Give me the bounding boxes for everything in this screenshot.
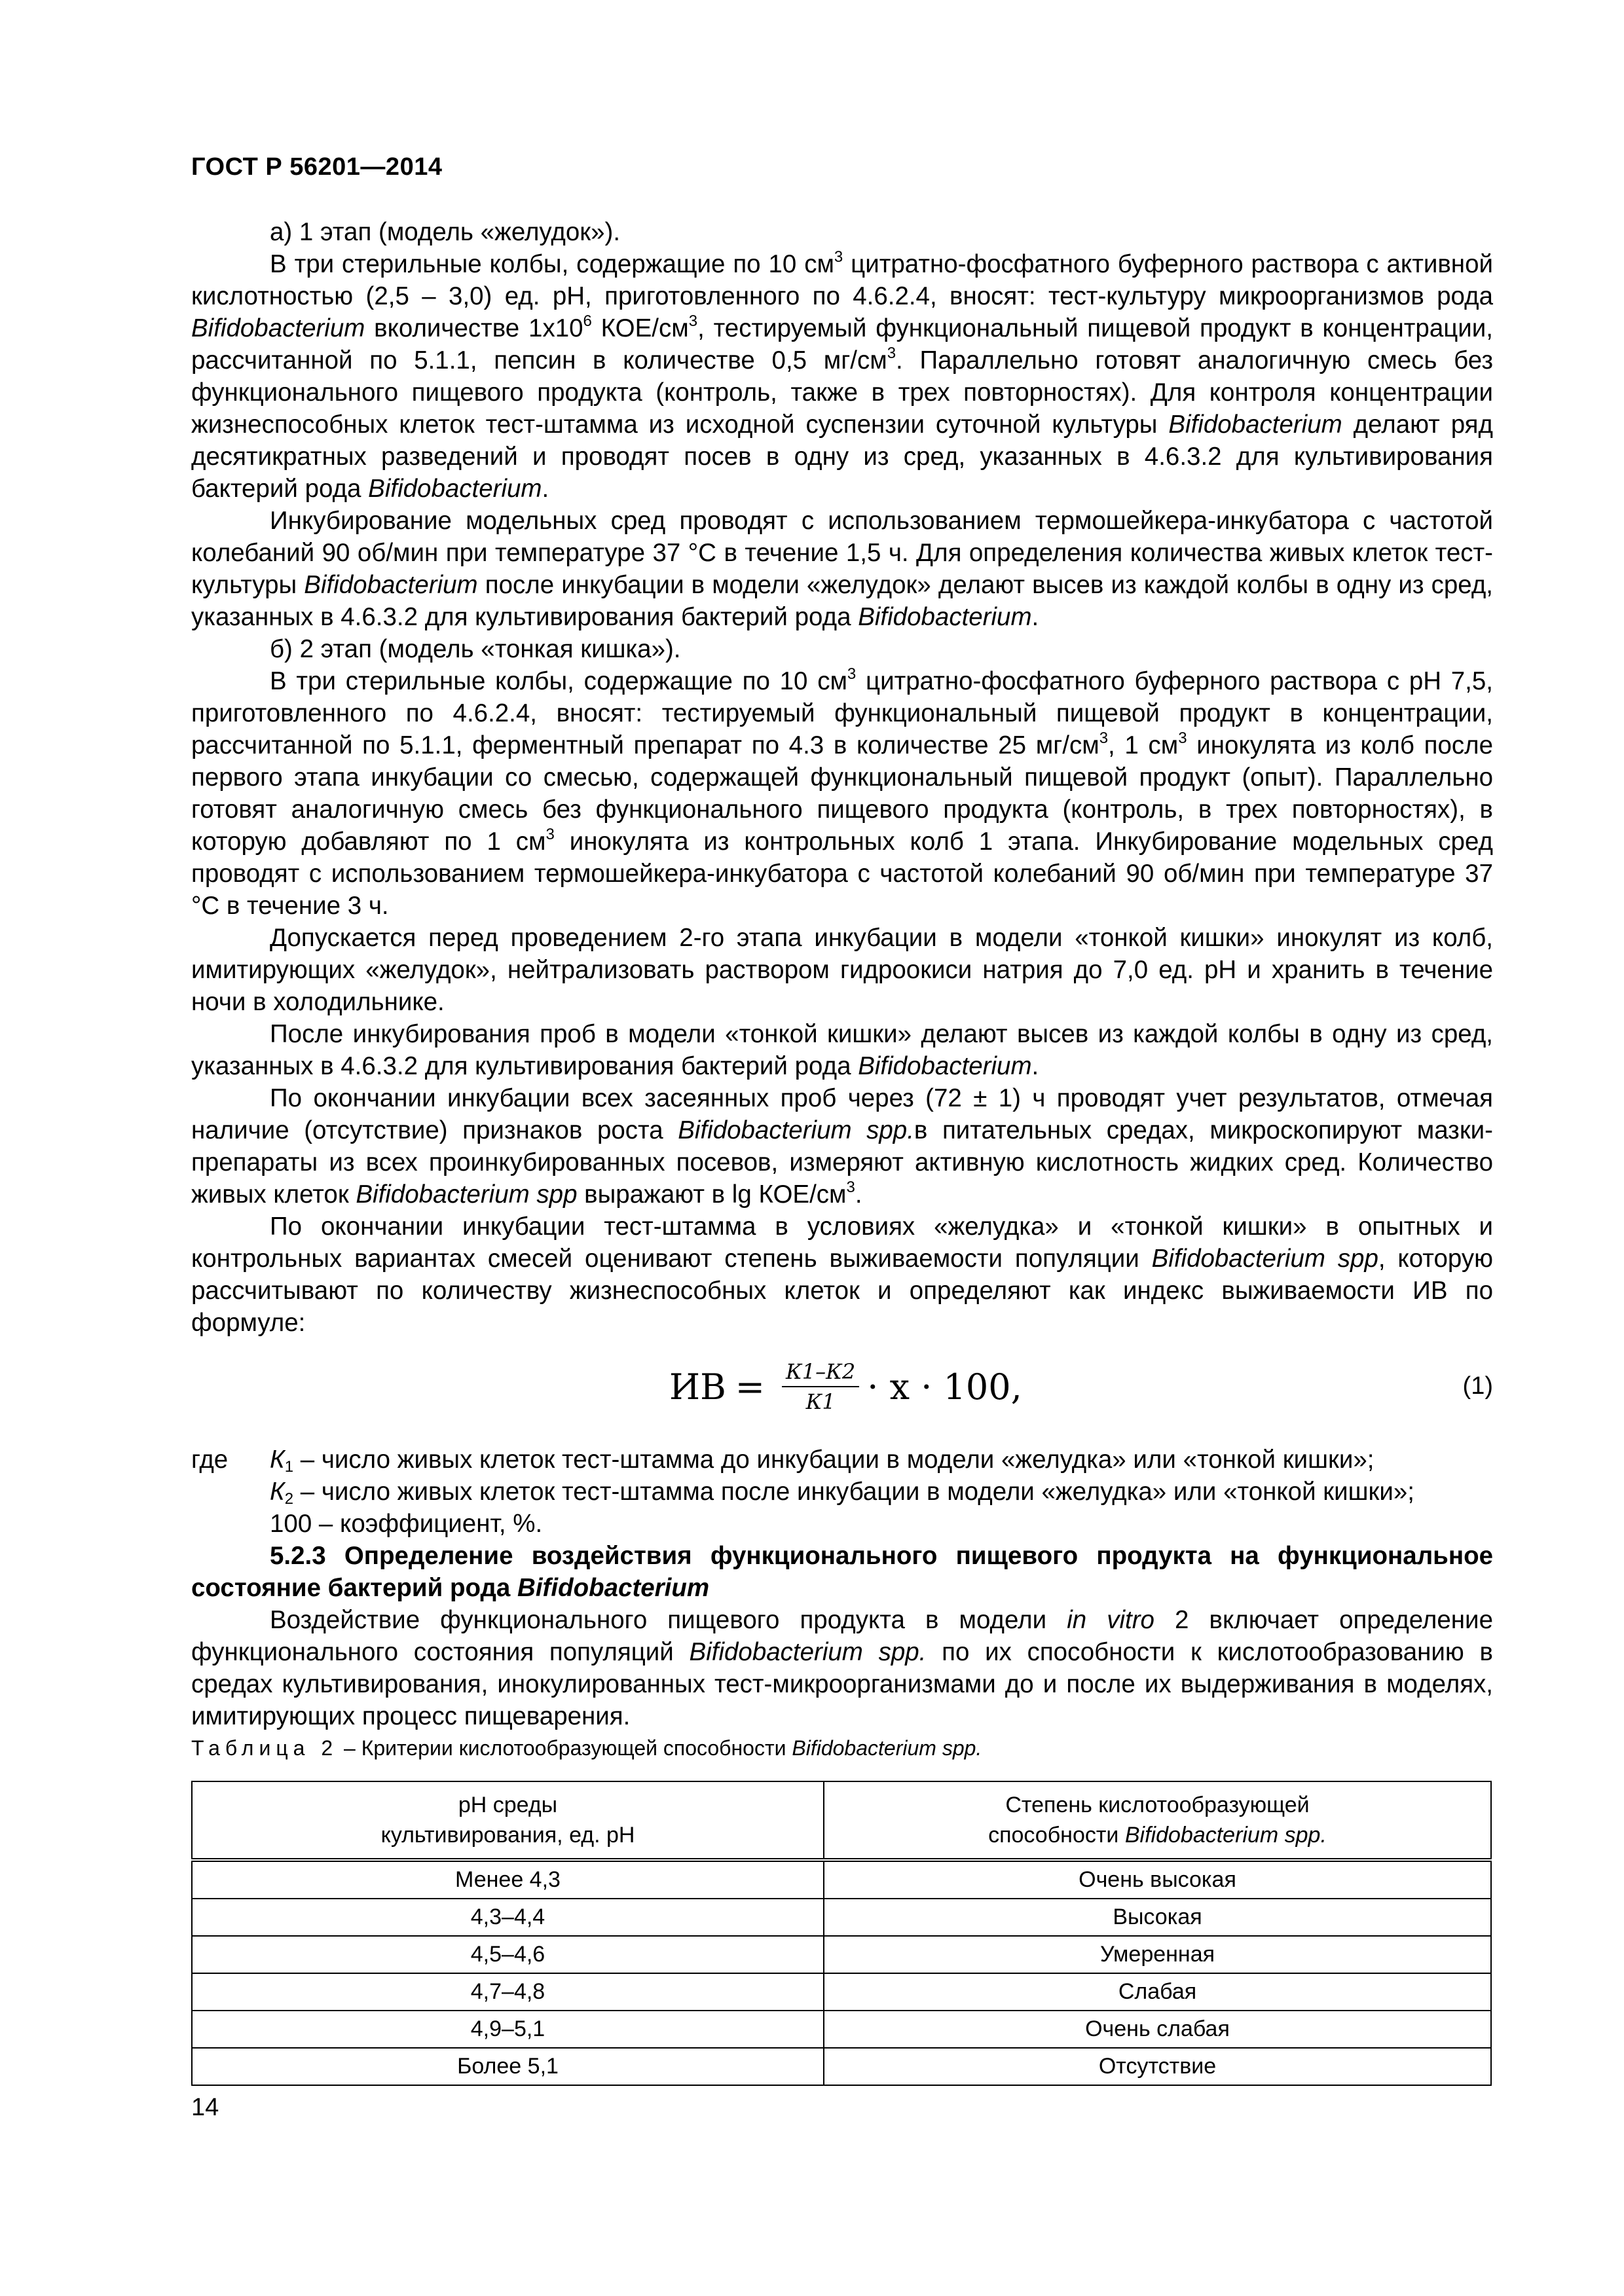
paragraph-stage-2: б) 2 этап (модель «тонкая кишка»).	[270, 635, 681, 663]
paragraph-stage-2-procedure: В три стерильные колбы, содержащие по 10 $см^3$ цитратно-фосфатного буферного раствора с рН 7,5, приготовленного по 4.6.2.4, вносят: тестируемый функциональный пищевой продукт в концентрации, рассчитанной по 5.1.1, ферментный препарат по 4.3 в количестве 25 $мг/см^3$, 1 $см^3$ инокулята из колб после первого этапа инкубации со смесью, содержащей функциональный пищевой продукт (опыт). Параллельно готовят аналогичную смесь без функционального пищевого продукта (контроль, в трех повторностях), в которую добавляют по 1 $см^3$ инокулята из контрольных колб 1 этапа. Инкубирование модельных сред проводят с использованием термошейкера-инкубатора с частотой колебаний 90 об/мин при температуре 37 °С в течение 3 ч.	[191, 665, 1493, 920]
where-k1: где $К_1$ – число живых клеток тест-штамма до инкубации в модели «желудка» или «тонкой кишки»;	[191, 1446, 1375, 1476]
table-row: 4,9–5,1 Очень слабая	[192, 2011, 1491, 2048]
where-k2: $К_2$ – число живых клеток тест-штамма после инкубации в модели «желудка» или «тонкой кишки»;	[270, 1478, 1414, 1508]
page-number: 14	[191, 2094, 219, 2121]
table-header-degree: Степень кислотообразующей способности Bifidobacterium spp.	[824, 1781, 1491, 1860]
formula-number: (1)	[1462, 1372, 1493, 1400]
paragraph-neutralization: Допускается перед проведением 2-го этапа инкубации в модели «тонкой кишки» инокулят из колб, имитирующих «желудок», нейтрализовать раствором гидроокиси натрия до 7,0 ед. рН и хранить в течение ночи в холодильнике.	[191, 924, 1493, 1016]
paragraph-incubation: Инкубирование модельных сред проводят с использованием термошейкера-инкубатора с частотой колебаний 90 об/мин при температуре 37 °С в течение 1,5 ч. Для определения количества живых клеток тест-культуры Bifidobacterium после инкубации в модели «желудок» делают высев из каждой колбы в одну из сред, указанных в 4.6.3.2 для культивирования бактерий рода Bifidobacterium.	[191, 507, 1493, 631]
formula-lhs: ИВ	[669, 1366, 726, 1408]
document-body	[191, 216, 1493, 1732]
document-header: ГОСТ Р 56201—2014	[191, 153, 443, 181]
table-caption: Таблица 2 – Критерии кислотообразующей способности Bifidobacterium spp.	[191, 1736, 982, 1760]
paragraph-after-incubation: После инкубирования проб в модели «тонкой кишки» делают высев из каждой колбы в одну из сред, указанных в 4.6.3.2 для культивирования бактерий рода Bifidobacterium.	[191, 1020, 1493, 1080]
paragraph-stage-1-procedure: В три стерильные колбы, содержащие по 10 $см^3$ цитратно-фосфатного буферного раствора с активной кислотностью (2,5 – 3,0) ед. рН, приготовленного по 4.6.2.4, вносят: тест-культуру микроорганизмов рода Bifidobacterium вколичестве $1х10^6$ КОЕ/$см^3$, тестируемый функциональный пищевой продукт в концентрации, рассчитанной по 5.1.1, пепсин в количестве 0,5 $мг/см^3$. Параллельно готовят аналогичную смесь без функционального пищевого продукта (контроль, также в трех повторностях). Для контроля концентрации жизнеспособных клеток тест-штамма из исходной суспензии суточной культуры Bifidobacterium делают ряд десятикратных разведений и проводят посев в одну из сред, указанных в 4.6.3.2 для культивирования бактерий рода Bifidobacterium.	[191, 248, 1493, 503]
formula-denominator: К1	[805, 1389, 836, 1414]
table-header-row	[192, 1781, 1491, 1860]
paragraph-results: По окончании инкубации всех засеянных проб через (72 ± 1) ч проводят учет результатов, отмечая наличие (отсутствие) признаков роста Bifidobacterium spp.в питательных средах, микроскопируют мазки-препараты из всех проинкубированных посевов, измеряют активную кислотность жидких сред. Количество живых клеток Bifidobacterium spp выражают в lg КОЕ/$см^3$.	[191, 1084, 1493, 1209]
formula-numerator: К1–К2	[782, 1360, 859, 1387]
formula-tail: · x · 100,	[867, 1366, 1022, 1408]
table-row: 4,7–4,8 Слабая	[192, 1973, 1491, 2011]
criteria-table	[191, 1781, 1492, 2086]
formula-block	[191, 1344, 1493, 1428]
paragraph-acid-formation: Воздействие функционального пищевого продукта в модели in vitro 2 включает определение функционального состояния популяций Bifidobacterium spp. по их способности к кислотообразованию в средах культивирования, инокулированных тест-микроорганизмами до и после их выдерживания в моделях, имитирующих процесс пищеварения.	[191, 1606, 1493, 1730]
table-row: Более 5,1 Отсутствие	[192, 2048, 1491, 2085]
paragraph-stage-1: а) 1 этап (модель «желудок»).	[270, 218, 621, 246]
formula-equals: =	[735, 1366, 766, 1408]
where-coefficient: 100 – коэффициент, %.	[270, 1510, 543, 1538]
formula-fraction	[782, 1360, 859, 1413]
paragraph-survival-index: По окончании инкубации тест-штамма в условиях «желудка» и «тонкой кишки» в опытных и контрольных вариантах смесей оценивают степень выживаемости популяции Bifidobacterium spp, которую рассчитывают по количеству жизнеспособных клеток и определяют как индекс выживаемости ИВ по формуле:	[191, 1212, 1493, 1337]
table-row: 4,5–4,6 Умеренная	[192, 1936, 1491, 1973]
section-heading-5-2-3: 5.2.3 Определение воздействия функционального пищевого продукта на функциональное состояние бактерий рода Bifidobacterium	[191, 1542, 1493, 1602]
table-header-ph: рН среды культивирования, ед. рН	[192, 1781, 824, 1860]
table-row: 4,3–4,4 Высокая	[192, 1899, 1491, 1936]
table-row: Менее 4,3 Очень высокая	[192, 1860, 1491, 1899]
formula	[669, 1351, 1022, 1423]
